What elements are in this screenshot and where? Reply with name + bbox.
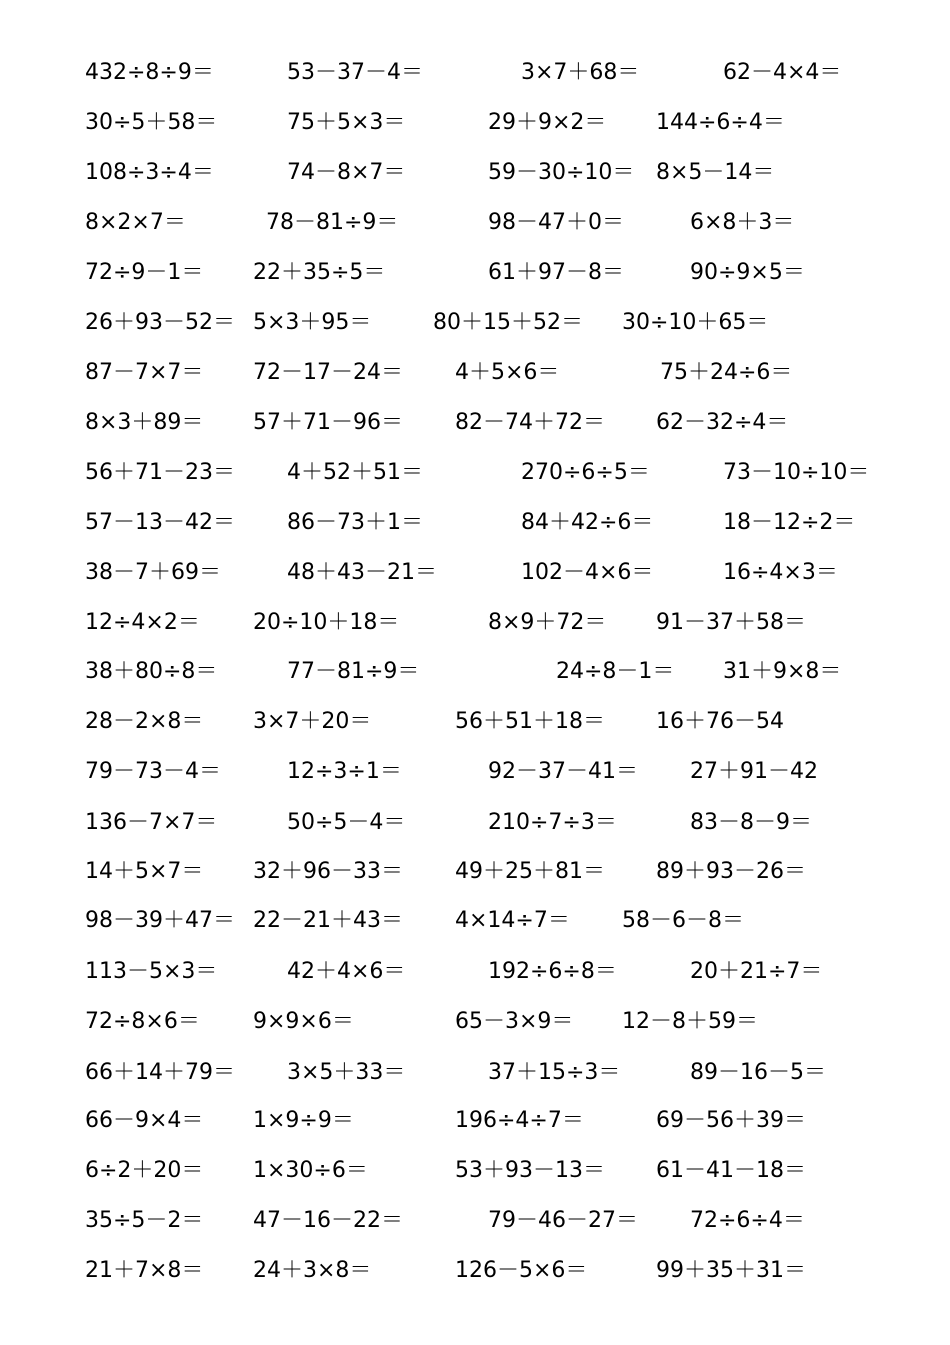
arithmetic-problem: 89＋93－26＝ [656, 859, 806, 884]
arithmetic-problem: 27＋91－42 [690, 759, 818, 784]
arithmetic-problem: 57＋71－96＝ [253, 410, 403, 435]
arithmetic-problem: 12－8＋59＝ [622, 1009, 758, 1034]
arithmetic-problem: 20＋21÷7＝ [690, 959, 823, 984]
arithmetic-problem: 12÷4×2＝ [85, 610, 200, 635]
arithmetic-problem: 38－7＋69＝ [85, 560, 221, 585]
arithmetic-problem: 24÷8－1＝ [556, 659, 675, 684]
arithmetic-problem: 53－37－4＝ [287, 60, 423, 85]
arithmetic-problem: 91－37＋58＝ [656, 610, 806, 635]
arithmetic-problem: 99＋35＋31＝ [656, 1258, 806, 1283]
arithmetic-problem: 72÷6÷4＝ [690, 1208, 805, 1233]
arithmetic-problem: 58－6－8＝ [622, 908, 744, 933]
arithmetic-problem: 62－32÷4＝ [656, 410, 789, 435]
arithmetic-problem: 16÷4×3＝ [723, 560, 838, 585]
arithmetic-problem: 8×9＋72＝ [488, 610, 607, 635]
arithmetic-problem: 61＋97－8＝ [488, 260, 624, 285]
arithmetic-problem: 61－41－18＝ [656, 1158, 806, 1183]
arithmetic-problem: 83－8－9＝ [690, 810, 812, 835]
arithmetic-problem: 18－12÷2＝ [723, 510, 856, 535]
arithmetic-problem: 53＋93－13＝ [455, 1158, 605, 1183]
arithmetic-problem: 9×9×6＝ [253, 1009, 354, 1034]
arithmetic-problem: 108÷3÷4＝ [85, 160, 214, 185]
arithmetic-problem: 1×30÷6＝ [253, 1158, 368, 1183]
arithmetic-problem: 72－17－24＝ [253, 360, 403, 385]
arithmetic-problem: 28－2×8＝ [85, 709, 204, 734]
arithmetic-problem: 79－73－4＝ [85, 759, 221, 784]
arithmetic-problem: 86－73＋1＝ [287, 510, 423, 535]
arithmetic-problem: 3×5＋33＝ [287, 1060, 406, 1085]
arithmetic-problem: 69－56＋39＝ [656, 1108, 806, 1133]
arithmetic-problem: 56＋71－23＝ [85, 460, 235, 485]
arithmetic-problem: 92－37－41＝ [488, 759, 638, 784]
arithmetic-problem: 89－16－5＝ [690, 1060, 826, 1085]
arithmetic-problem: 210÷7÷3＝ [488, 810, 617, 835]
arithmetic-problem: 87－7×7＝ [85, 360, 204, 385]
arithmetic-problem: 47－16－22＝ [253, 1208, 403, 1233]
arithmetic-problem: 56＋51＋18＝ [455, 709, 605, 734]
arithmetic-problem: 22－21＋43＝ [253, 908, 403, 933]
arithmetic-problem: 50÷5－4＝ [287, 810, 406, 835]
arithmetic-problem: 65－3×9＝ [455, 1009, 574, 1034]
arithmetic-problem: 3×7＋68＝ [521, 60, 640, 85]
arithmetic-problem: 48＋43－21＝ [287, 560, 437, 585]
arithmetic-problem: 102－4×6＝ [521, 560, 654, 585]
arithmetic-problem: 8×2×7＝ [85, 210, 186, 235]
arithmetic-problem: 98－39＋47＝ [85, 908, 235, 933]
arithmetic-problem: 30÷5＋58＝ [85, 110, 218, 135]
arithmetic-problem: 66＋14＋79＝ [85, 1060, 235, 1085]
arithmetic-problem: 4×14÷7＝ [455, 908, 570, 933]
arithmetic-problem: 29＋9×2＝ [488, 110, 607, 135]
arithmetic-problem: 144÷6÷4＝ [656, 110, 785, 135]
arithmetic-problem: 38＋80÷8＝ [85, 659, 218, 684]
arithmetic-problem: 12÷3÷1＝ [287, 759, 402, 784]
arithmetic-problem: 21＋7×8＝ [85, 1258, 204, 1283]
arithmetic-problem: 270÷6÷5＝ [521, 460, 650, 485]
arithmetic-problem: 79－46－27＝ [488, 1208, 638, 1233]
arithmetic-problem: 136－7×7＝ [85, 810, 218, 835]
arithmetic-problem: 80＋15＋52＝ [433, 310, 583, 335]
arithmetic-problem: 78－81÷9＝ [266, 210, 399, 235]
arithmetic-problem: 72÷9－1＝ [85, 260, 204, 285]
arithmetic-problem: 20÷10＋18＝ [253, 610, 400, 635]
arithmetic-problem: 26＋93－52＝ [85, 310, 235, 335]
arithmetic-problem: 84＋42÷6＝ [521, 510, 654, 535]
arithmetic-problem: 8×3＋89＝ [85, 410, 204, 435]
arithmetic-problem: 24＋3×8＝ [253, 1258, 372, 1283]
arithmetic-problem: 49＋25＋81＝ [455, 859, 605, 884]
arithmetic-problem: 8×5－14＝ [656, 160, 775, 185]
arithmetic-problem: 126－5×6＝ [455, 1258, 588, 1283]
arithmetic-problem: 4＋52＋51＝ [287, 460, 423, 485]
arithmetic-problem: 90÷9×5＝ [690, 260, 805, 285]
arithmetic-problem: 22＋35÷5＝ [253, 260, 386, 285]
arithmetic-problem: 75＋5×3＝ [287, 110, 406, 135]
arithmetic-problem: 5×3＋95＝ [253, 310, 372, 335]
arithmetic-problem: 75＋24÷6＝ [660, 360, 793, 385]
arithmetic-problem: 82－74＋72＝ [455, 410, 605, 435]
arithmetic-problem: 192÷6÷8＝ [488, 959, 617, 984]
arithmetic-problem: 98－47＋0＝ [488, 210, 624, 235]
arithmetic-problem: 72÷8×6＝ [85, 1009, 200, 1034]
arithmetic-problem: 59－30÷10＝ [488, 160, 635, 185]
arithmetic-problem: 66－9×4＝ [85, 1108, 204, 1133]
arithmetic-problem: 73－10÷10＝ [723, 460, 870, 485]
arithmetic-problem: 57－13－42＝ [85, 510, 235, 535]
arithmetic-problem: 16＋76－54 [656, 709, 784, 734]
arithmetic-problem: 42＋4×6＝ [287, 959, 406, 984]
arithmetic-problem: 30÷10＋65＝ [622, 310, 769, 335]
arithmetic-problem: 14＋5×7＝ [85, 859, 204, 884]
arithmetic-problem: 4＋5×6＝ [455, 360, 560, 385]
arithmetic-problem: 432÷8÷9＝ [85, 60, 214, 85]
arithmetic-problem: 32＋96－33＝ [253, 859, 403, 884]
arithmetic-problem: 74－8×7＝ [287, 160, 406, 185]
arithmetic-problem: 1×9÷9＝ [253, 1108, 354, 1133]
arithmetic-problem: 6÷2＋20＝ [85, 1158, 204, 1183]
arithmetic-problem: 3×7＋20＝ [253, 709, 372, 734]
arithmetic-problem: 6×8＋3＝ [690, 210, 795, 235]
arithmetic-problem: 196÷4÷7＝ [455, 1108, 584, 1133]
arithmetic-problem: 77－81÷9＝ [287, 659, 420, 684]
arithmetic-problem: 37＋15÷3＝ [488, 1060, 621, 1085]
arithmetic-problem: 31＋9×8＝ [723, 659, 842, 684]
arithmetic-problem: 35÷5－2＝ [85, 1208, 204, 1233]
arithmetic-problem: 113－5×3＝ [85, 959, 218, 984]
arithmetic-problem: 62－4×4＝ [723, 60, 842, 85]
